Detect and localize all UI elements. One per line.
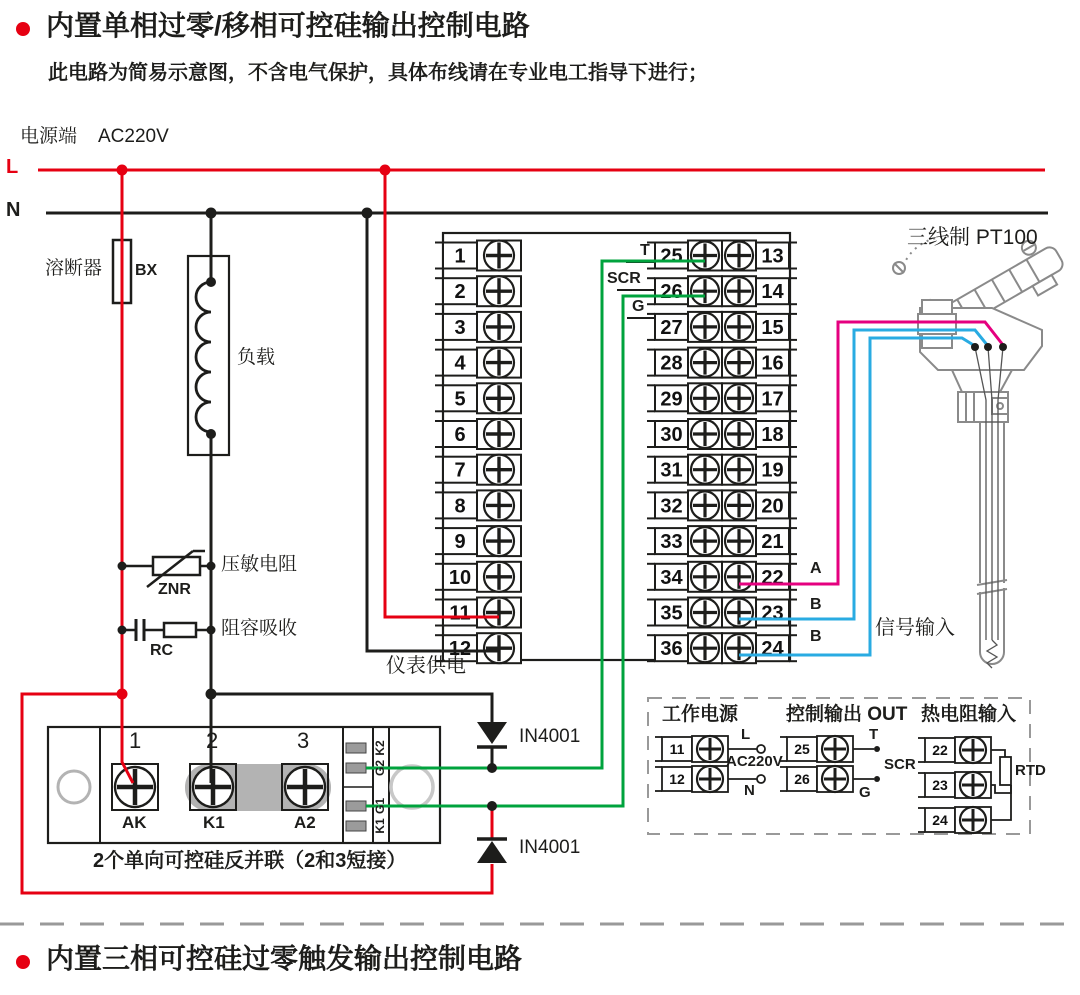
legend-output-title: 控制输出 OUT [786, 704, 908, 725]
terminal-screw-icon [484, 490, 514, 520]
snubber-label: 阻容吸收 [221, 618, 298, 639]
legend-power-title: 工作电源 [662, 704, 739, 725]
terminal-screw-icon [697, 736, 723, 762]
page-subtitle: 此电路为简易示意图，不含电气保护，具体布线请在专业电工指导下进行； [48, 62, 708, 84]
terminal-screw-icon [960, 807, 986, 833]
terminal-screw-icon [822, 766, 848, 792]
terminal-number: 12 [669, 771, 685, 787]
terminal-screw-icon [691, 599, 719, 627]
terminal-screw-icon [691, 456, 719, 484]
terminal-number: 19 [761, 459, 784, 482]
sensor-title: 三线制 PT100 [907, 226, 1038, 249]
terminal-screw-icon [725, 313, 753, 341]
terminal-screw-icon [484, 276, 514, 306]
sensor-wire-a-label: A [810, 560, 822, 577]
legend-rtd-title: 热电阻输入 [921, 704, 1017, 725]
module-pad-g2-label: G2 [373, 759, 388, 777]
terminal-screw-icon [484, 383, 514, 413]
terminal-screw-icon [484, 526, 514, 556]
terminal-number: 32 [660, 495, 683, 518]
terminal-number: 9 [454, 531, 466, 554]
legend-power-voltage: AC220V [726, 753, 783, 770]
terminal-number: 23 [932, 777, 948, 793]
legend-output-g-label: G [859, 784, 871, 801]
module-terminal-2-number: 2 [206, 728, 219, 753]
terminal-number: 27 [660, 316, 683, 339]
fuse-code: BX [135, 262, 158, 279]
terminal-screw-icon [484, 455, 514, 485]
legend-terminal-row [655, 766, 728, 792]
terminal-screw-icon [725, 277, 753, 305]
line-l-label: L [6, 156, 19, 178]
terminal-number: 33 [660, 531, 683, 554]
terminal-number: 23 [761, 602, 784, 625]
terminal-number: 34 [660, 566, 683, 589]
terminal-screw-icon [697, 766, 723, 792]
terminal-screw-icon [691, 242, 719, 270]
rc-snubber-symbol [122, 619, 211, 641]
pt100-probe [893, 231, 1071, 668]
terminal-screw-icon [691, 349, 719, 377]
legend-power-l-label: L [741, 726, 751, 743]
terminal-screw-icon [725, 242, 753, 270]
diode-top [477, 722, 507, 747]
terminal-number: 11 [669, 741, 685, 757]
terminal-screw-icon [691, 420, 719, 448]
signal-input-label: 信号输入 [875, 617, 955, 639]
terminal-screw-icon [691, 634, 719, 662]
terminal-screw-icon [960, 737, 986, 763]
legend-terminal-row [918, 772, 991, 798]
terminal-screw-icon [484, 348, 514, 378]
terminal-number: 7 [454, 459, 466, 482]
diode-top-label: IN4001 [519, 726, 581, 747]
module-screw-1 [115, 767, 155, 807]
terminal-screw-icon [484, 312, 514, 342]
module-caption: 2个单向可控硅反并联（2和3短接） [93, 850, 407, 872]
diodes [477, 722, 507, 863]
terminal-number: 12 [448, 638, 472, 661]
module-screw-3 [285, 767, 325, 807]
terminal-number: 30 [660, 424, 683, 446]
sensor-wire-b2-label: B [810, 628, 822, 645]
header-bullet-icon [16, 22, 30, 36]
legend-terminal-row [780, 766, 853, 792]
page-title: 内置单相过零/移相可控硅输出控制电路 [46, 10, 530, 41]
terminal-number: 4 [454, 352, 466, 375]
module-screw-2 [193, 767, 233, 807]
diode-bottom [477, 839, 507, 863]
terminal-number: 25 [794, 741, 810, 757]
diode-bottom-label: IN4001 [519, 837, 581, 858]
terminal-screw-icon [691, 527, 719, 555]
terminal-screw-icon [725, 456, 753, 484]
legend-terminal-row [918, 737, 991, 763]
varistor-code: ZNR [158, 581, 191, 598]
output-scr-label: SCR [607, 270, 641, 287]
module-pad-g1-label: G1 [373, 797, 388, 815]
terminal-number: 6 [454, 424, 466, 446]
terminal-strip [435, 233, 797, 663]
terminal-screw-icon [725, 563, 753, 591]
legend-rtd-label: RTD [1015, 762, 1046, 779]
module-pad-k1-label: K1 [373, 818, 388, 834]
terminal-number: 8 [454, 495, 466, 518]
footer-title: 内置三相可控硅过零触发输出控制电路 [46, 943, 523, 974]
legend-output-scr-label: SCR [884, 756, 916, 773]
terminal-number: 21 [761, 531, 784, 554]
module-terminal-3-number: 3 [297, 728, 310, 753]
terminal-screw-icon [725, 527, 753, 555]
legend-output-t-label: T [869, 726, 879, 743]
terminal-number: 11 [449, 602, 471, 625]
power-rails [38, 170, 1048, 213]
terminal-number: 25 [660, 245, 683, 268]
legend-power-n-label: N [744, 782, 755, 799]
terminal-screw-icon [484, 633, 514, 663]
terminal-number: 2 [454, 281, 466, 304]
terminal-number: 36 [660, 638, 683, 661]
rtd-resistor-symbol [1000, 757, 1011, 785]
terminal-screw-icon [484, 598, 514, 628]
terminal-screw-icon [960, 772, 986, 798]
terminal-number: 26 [660, 281, 683, 304]
terminal-screw-icon [725, 491, 753, 519]
terminal-number: 16 [761, 352, 784, 375]
terminal-screw-icon [484, 419, 514, 449]
terminal-number: 28 [660, 352, 683, 375]
output-g-label: G [632, 298, 645, 315]
terminal-number: 3 [454, 316, 466, 339]
output-t-label: T [640, 242, 650, 259]
terminal-number: 35 [660, 602, 683, 625]
legend-terminal-row [780, 736, 853, 762]
terminal-screw-icon [484, 562, 514, 592]
terminal-number: 26 [794, 771, 810, 787]
module-terminal-ak-label: AK [122, 813, 147, 832]
sensor-wire-b1-label: B [810, 596, 822, 613]
module-pad-k2-label: K2 [373, 740, 388, 756]
terminal-number: 1 [454, 245, 466, 268]
meter-supply-label: 仪表供电 [386, 655, 466, 677]
terminal-number: 29 [660, 388, 683, 411]
line-n-label: N [6, 199, 21, 221]
terminal-number: 10 [448, 566, 472, 589]
power-voltage-label: AC220V [98, 126, 169, 147]
terminal-screw-icon [691, 563, 719, 591]
varistor-label: 压敏电阻 [221, 554, 298, 575]
module-terminal-a2-label: A2 [294, 813, 316, 832]
terminal-number: 18 [761, 424, 784, 446]
terminal-screw-icon [725, 599, 753, 627]
terminal-screw-icon [691, 313, 719, 341]
fuse-label: 溶断器 [45, 258, 103, 279]
terminal-number: 24 [761, 638, 784, 661]
terminal-number: 5 [454, 388, 466, 411]
terminal-screw-icon [725, 384, 753, 412]
load-label: 负载 [237, 347, 276, 368]
terminal-screw-icon [725, 349, 753, 377]
terminal-number: 17 [761, 388, 784, 411]
terminal-screw-icon [725, 420, 753, 448]
module-terminal-1-number: 1 [129, 728, 142, 753]
terminal-number: 13 [761, 245, 784, 268]
terminal-screw-icon [725, 634, 753, 662]
terminal-number: 22 [932, 742, 948, 758]
terminal-number: 22 [761, 566, 784, 589]
legend-terminal-row [918, 807, 991, 833]
terminal-number: 14 [761, 281, 784, 304]
footer-bullet-icon [16, 955, 30, 969]
terminal-screw-icon [691, 384, 719, 412]
power-terminal-label: 电源端 [20, 126, 78, 147]
terminal-number: 31 [660, 459, 683, 482]
terminal-screw-icon [822, 736, 848, 762]
terminal-screw-icon [691, 277, 719, 305]
terminal-screw-icon [484, 241, 514, 271]
module-terminal-k1-label: K1 [203, 813, 225, 832]
legend-terminal-row [655, 736, 728, 762]
terminal-screw-icon [691, 491, 719, 519]
terminal-number: 24 [932, 812, 948, 828]
snubber-code: RC [150, 642, 174, 659]
terminal-number: 15 [761, 316, 784, 339]
terminal-number: 20 [761, 495, 784, 518]
